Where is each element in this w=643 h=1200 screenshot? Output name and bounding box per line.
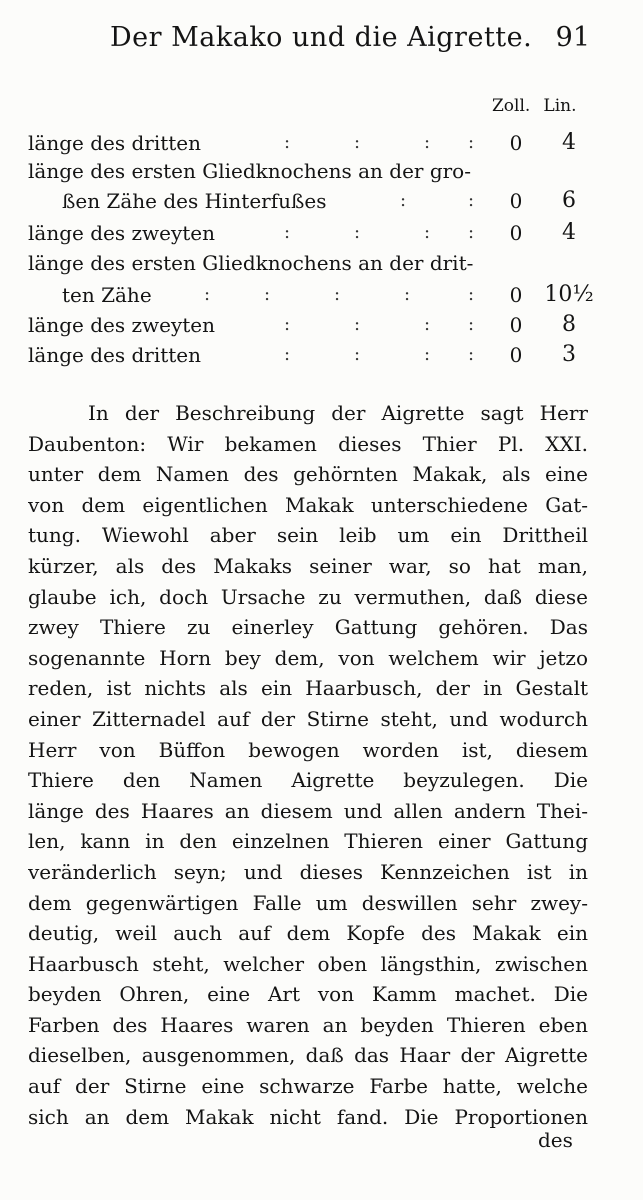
measurement-label: länge des zweyten	[28, 221, 216, 245]
text-line: In der Beschreibung der Aigrette sagt Herr	[88, 401, 588, 425]
leader-dots: :	[284, 222, 291, 243]
unit-column-headings	[492, 96, 592, 116]
text-line: länge des Haares an diesem und allen andern Thei-	[28, 798, 588, 823]
zoll-value: 0	[509, 131, 523, 155]
text-line: beyden Ohren, eine Art von Kamm machet. Die	[28, 982, 588, 1007]
leader-dots: :	[400, 190, 407, 211]
leader-dots: :	[468, 190, 475, 211]
zoll-value: 0	[509, 343, 523, 367]
measurement-row	[28, 128, 598, 158]
text-line: unter dem Namen des gehörnten Makak, als eine	[28, 462, 588, 487]
measurement-label: ßen Zähe des Hinterfußes	[62, 189, 327, 213]
measurement-label: länge des dritten	[28, 131, 202, 155]
text-line: Farben des Haares waren an beyden Thieren eben	[28, 1012, 588, 1037]
text-line: Daubenton: Wir bekamen dieses Thier Pl. XXI.	[28, 431, 588, 456]
leader-dots: :	[354, 222, 361, 243]
text-line: sogenannte Horn bey dem, von welchem wir jetzo	[28, 645, 588, 670]
text-line: zwey Thiere zu einerley Gattung gehören. Das	[28, 615, 588, 640]
leader-dots: :	[424, 222, 431, 243]
lin-value: 3	[562, 342, 576, 367]
catchword: des	[538, 1128, 573, 1152]
leader-dots: :	[468, 344, 475, 365]
leader-dots: :	[354, 314, 361, 335]
lin-value: 4	[562, 130, 576, 155]
lin-value: 6	[562, 188, 576, 213]
leader-dots: :	[284, 344, 291, 365]
zoll-value: 0	[509, 313, 523, 337]
text-line: von dem eigentlichen Makak unterschiedene Gat-	[28, 492, 588, 517]
paragraph	[28, 398, 588, 1132]
text-line: deutig, weil auch auf dem Kopfe des Makak ein	[28, 921, 588, 946]
measurement-row	[28, 248, 598, 278]
text-line: sich an dem Makak nicht fand. Die Proportionen	[28, 1104, 588, 1129]
measurement-row	[28, 156, 598, 186]
text-line: einer Zitternadel auf der Stirne steht, und wodurch	[28, 706, 588, 731]
text-line: dieselben, ausgenommen, daß das Haar der Aigrette	[28, 1043, 588, 1068]
zoll-value: 0	[509, 221, 523, 245]
leader-dots: :	[204, 284, 211, 305]
leader-dots: :	[468, 314, 475, 335]
lin-value: 8	[562, 312, 576, 337]
measurement-label: ten Zähe	[62, 283, 152, 307]
measurement-row	[28, 340, 598, 370]
text-line: reden, ist nichts als ein Haarbusch, der in Gestalt	[28, 676, 588, 701]
leader-dots: :	[334, 284, 341, 305]
leader-dots: :	[264, 284, 271, 305]
page-number: 91	[555, 22, 590, 53]
leader-dots: :	[284, 132, 291, 153]
leader-dots: :	[424, 314, 431, 335]
measurement-row	[28, 310, 598, 340]
measurement-label: länge des ersten Gliedknochens an der gro-	[28, 159, 471, 183]
leader-dots: :	[424, 132, 431, 153]
lin-value: 10½	[544, 282, 594, 307]
leader-dots: :	[468, 222, 475, 243]
leader-dots: :	[354, 344, 361, 365]
leader-dots: :	[468, 284, 475, 305]
measurement-row	[28, 218, 598, 248]
zoll-value: 0	[509, 189, 523, 213]
zoll-value: 0	[509, 283, 523, 307]
text-line: Haarbusch steht, welcher oben längsthin, zwischen	[28, 951, 588, 976]
lin-value: 4	[562, 220, 576, 245]
text-line: dem gegenwärtigen Falle um deswillen sehr zwey-	[28, 890, 588, 915]
text-line: Thiere den Namen Aigrette beyzulegen. Die	[28, 768, 588, 793]
text-line: auf der Stirne eine schwarze Farbe hatte, welche	[28, 1074, 588, 1099]
text-line: glaube ich, doch Ursache zu vermuthen, daß diese	[28, 584, 588, 609]
measurement-row	[28, 186, 598, 216]
lin-heading: Lin.	[543, 96, 577, 116]
running-header	[110, 22, 590, 62]
leader-dots: :	[404, 284, 411, 305]
leader-dots: :	[354, 132, 361, 153]
text-line: kürzer, als des Makaks seiner war, so hat man,	[28, 553, 588, 578]
leader-dots: :	[424, 344, 431, 365]
leader-dots: :	[284, 314, 291, 335]
leader-dots: :	[468, 132, 475, 153]
text-line: Herr von Büffon bewogen worden ist, diesem	[28, 737, 588, 762]
measurement-row	[28, 280, 598, 310]
running-title: Der Makako und die Aigrette.	[110, 22, 533, 53]
measurement-label: länge des zweyten	[28, 313, 216, 337]
text-line: tung. Wiewohl aber sein leib um ein Drittheil	[28, 523, 588, 548]
text-line: len, kann in den einzelnen Thieren einer Gattung	[28, 829, 588, 854]
text-line: veränderlich seyn; und dieses Kennzeichen ist in	[28, 859, 588, 884]
measurement-label: länge des ersten Gliedknochens an der drit-	[28, 251, 474, 275]
measurement-label: länge des dritten	[28, 343, 202, 367]
zoll-heading: Zoll.	[492, 96, 531, 116]
